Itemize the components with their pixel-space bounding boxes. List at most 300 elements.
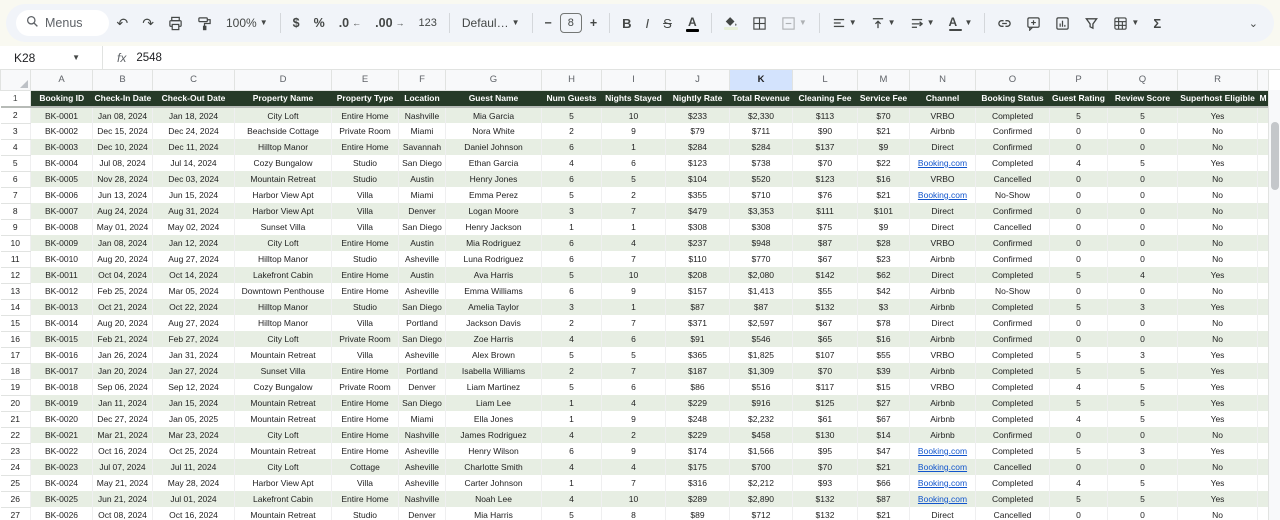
- header-cell-M[interactable]: Service Fee: [858, 90, 910, 107]
- cell-partial[interactable]: [1258, 427, 1269, 443]
- cell-N14[interactable]: Airbnb: [910, 299, 976, 315]
- cell-F18[interactable]: Portland: [399, 363, 446, 379]
- cell-D19[interactable]: Cozy Bungalow: [235, 379, 332, 395]
- header-cell-E[interactable]: Property Type: [332, 90, 399, 107]
- row-number-15[interactable]: 15: [1, 315, 31, 331]
- row-number-16[interactable]: 16: [1, 331, 31, 347]
- cell-D2[interactable]: City Loft: [235, 107, 332, 123]
- cell-E4[interactable]: Entire Home: [332, 139, 399, 155]
- cell-L11[interactable]: $67: [793, 251, 858, 267]
- cell-Q25[interactable]: 5: [1108, 475, 1178, 491]
- cell-M21[interactable]: $67: [858, 411, 910, 427]
- row-number-12[interactable]: 12: [1, 267, 31, 283]
- cell-B12[interactable]: Oct 04, 2024: [93, 267, 153, 283]
- cell-A24[interactable]: BK-0023: [31, 459, 93, 475]
- cell-B9[interactable]: May 01, 2024: [93, 219, 153, 235]
- cell-L15[interactable]: $67: [793, 315, 858, 331]
- cell-A17[interactable]: BK-0016: [31, 347, 93, 363]
- header-cell-partial[interactable]: M: [1258, 90, 1269, 107]
- cell-L21[interactable]: $61: [793, 411, 858, 427]
- cell-D23[interactable]: Mountain Retreat: [235, 443, 332, 459]
- cell-P18[interactable]: 5: [1050, 363, 1108, 379]
- cell-G20[interactable]: Liam Lee: [446, 395, 542, 411]
- cell-O3[interactable]: Confirmed: [976, 123, 1050, 139]
- cell-C18[interactable]: Jan 27, 2024: [153, 363, 235, 379]
- cell-D24[interactable]: City Loft: [235, 459, 332, 475]
- cell-I27[interactable]: 8: [602, 507, 666, 520]
- cell-E6[interactable]: Studio: [332, 171, 399, 187]
- cell-N22[interactable]: Airbnb: [910, 427, 976, 443]
- cell-Q5[interactable]: 5: [1108, 155, 1178, 171]
- cell-Q8[interactable]: 0: [1108, 203, 1178, 219]
- insert-link-button[interactable]: [991, 12, 1018, 35]
- text-wrap-button[interactable]: [904, 13, 941, 33]
- cell-B19[interactable]: Sep 06, 2024: [93, 379, 153, 395]
- cell-O4[interactable]: Confirmed: [976, 139, 1050, 155]
- cell-A21[interactable]: BK-0020: [31, 411, 93, 427]
- cell-A22[interactable]: BK-0021: [31, 427, 93, 443]
- cell-F23[interactable]: Asheville: [399, 443, 446, 459]
- cell-P26[interactable]: 5: [1050, 491, 1108, 507]
- cell-E8[interactable]: Villa: [332, 203, 399, 219]
- cell-P22[interactable]: 0: [1050, 427, 1108, 443]
- cell-B10[interactable]: Jan 08, 2024: [93, 235, 153, 251]
- cell-A16[interactable]: BK-0015: [31, 331, 93, 347]
- cell-B24[interactable]: Jul 07, 2024: [93, 459, 153, 475]
- cell-H5[interactable]: 4: [542, 155, 602, 171]
- cell-partial[interactable]: [1258, 155, 1269, 171]
- cell-A23[interactable]: BK-0022: [31, 443, 93, 459]
- cell-R18[interactable]: Yes: [1178, 363, 1258, 379]
- cell-M24[interactable]: $21: [858, 459, 910, 475]
- cell-H23[interactable]: 6: [542, 443, 602, 459]
- header-cell-C[interactable]: Check-Out Date: [153, 90, 235, 107]
- cell-partial[interactable]: [1258, 235, 1269, 251]
- row-number-24[interactable]: 24: [1, 459, 31, 475]
- cell-L5[interactable]: $70: [793, 155, 858, 171]
- cell-G21[interactable]: Ella Jones: [446, 411, 542, 427]
- cell-M14[interactable]: $3: [858, 299, 910, 315]
- cell-M5[interactable]: $22: [858, 155, 910, 171]
- cell-M7[interactable]: $21: [858, 187, 910, 203]
- cell-D13[interactable]: Downtown Penthouse: [235, 283, 332, 299]
- cell-E16[interactable]: Private Room: [332, 331, 399, 347]
- cell-F17[interactable]: Asheville: [399, 347, 446, 363]
- cell-Q13[interactable]: 0: [1108, 283, 1178, 299]
- header-cell-A[interactable]: Booking ID: [31, 90, 93, 107]
- cell-I4[interactable]: 1: [602, 139, 666, 155]
- cell-O7[interactable]: No-Show: [976, 187, 1050, 203]
- header-cell-F[interactable]: Location: [399, 90, 446, 107]
- cell-A20[interactable]: BK-0019: [31, 395, 93, 411]
- cell-K27[interactable]: $712: [730, 507, 793, 520]
- cell-F4[interactable]: Savannah: [399, 139, 446, 155]
- cell-P2[interactable]: 5: [1050, 107, 1108, 123]
- cell-J11[interactable]: $110: [666, 251, 730, 267]
- cell-Q14[interactable]: 3: [1108, 299, 1178, 315]
- cell-R9[interactable]: No: [1178, 219, 1258, 235]
- decrease-decimal-button[interactable]: [333, 12, 367, 34]
- cell-B15[interactable]: Aug 20, 2024: [93, 315, 153, 331]
- column-header-B[interactable]: B: [93, 70, 153, 90]
- cell-K15[interactable]: $2,597: [730, 315, 793, 331]
- cell-D10[interactable]: City Loft: [235, 235, 332, 251]
- cell-K4[interactable]: $284: [730, 139, 793, 155]
- cell-N12[interactable]: Direct: [910, 267, 976, 283]
- cell-J23[interactable]: $174: [666, 443, 730, 459]
- cell-partial[interactable]: [1258, 251, 1269, 267]
- header-cell-D[interactable]: Property Name: [235, 90, 332, 107]
- row-number-11[interactable]: 11: [1, 251, 31, 267]
- cell-I6[interactable]: 5: [602, 171, 666, 187]
- cell-K10[interactable]: $948: [730, 235, 793, 251]
- cell-L2[interactable]: $113: [793, 107, 858, 123]
- cell-L13[interactable]: $55: [793, 283, 858, 299]
- cell-E15[interactable]: Villa: [332, 315, 399, 331]
- cell-H3[interactable]: 2: [542, 123, 602, 139]
- cell-M11[interactable]: $23: [858, 251, 910, 267]
- cell-M16[interactable]: $16: [858, 331, 910, 347]
- cell-I2[interactable]: 10: [602, 107, 666, 123]
- cell-Q21[interactable]: 5: [1108, 411, 1178, 427]
- cell-Q19[interactable]: 5: [1108, 379, 1178, 395]
- header-cell-L[interactable]: Cleaning Fee: [793, 90, 858, 107]
- font-size-increase-button[interactable]: [584, 12, 603, 34]
- cell-K24[interactable]: $700: [730, 459, 793, 475]
- cell-A18[interactable]: BK-0017: [31, 363, 93, 379]
- cell-D17[interactable]: Mountain Retreat: [235, 347, 332, 363]
- cell-J17[interactable]: $365: [666, 347, 730, 363]
- cell-C10[interactable]: Jan 12, 2024: [153, 235, 235, 251]
- cell-I8[interactable]: 7: [602, 203, 666, 219]
- column-header-R[interactable]: R: [1178, 70, 1258, 90]
- channel-link[interactable]: Booking.com: [917, 478, 968, 488]
- borders-button[interactable]: [746, 12, 773, 35]
- cell-Q12[interactable]: 4: [1108, 267, 1178, 283]
- row-number-27[interactable]: 27: [1, 507, 31, 520]
- cell-P19[interactable]: 4: [1050, 379, 1108, 395]
- cell-D11[interactable]: Hilltop Manor: [235, 251, 332, 267]
- row-number-8[interactable]: 8: [1, 203, 31, 219]
- cell-D14[interactable]: Hilltop Manor: [235, 299, 332, 315]
- cell-F3[interactable]: Miami: [399, 123, 446, 139]
- cell-H11[interactable]: 6: [542, 251, 602, 267]
- cell-C11[interactable]: Aug 27, 2024: [153, 251, 235, 267]
- cell-G17[interactable]: Alex Brown: [446, 347, 542, 363]
- cell-P13[interactable]: 0: [1050, 283, 1108, 299]
- cell-L22[interactable]: $130: [793, 427, 858, 443]
- cell-H20[interactable]: 1: [542, 395, 602, 411]
- cell-R15[interactable]: No: [1178, 315, 1258, 331]
- cell-C17[interactable]: Jan 31, 2024: [153, 347, 235, 363]
- cell-R5[interactable]: Yes: [1178, 155, 1258, 171]
- cell-J21[interactable]: $248: [666, 411, 730, 427]
- cell-O13[interactable]: No-Show: [976, 283, 1050, 299]
- cell-C16[interactable]: Feb 27, 2024: [153, 331, 235, 347]
- cell-D6[interactable]: Mountain Retreat: [235, 171, 332, 187]
- cell-C2[interactable]: Jan 18, 2024: [153, 107, 235, 123]
- insert-comment-button[interactable]: [1020, 12, 1047, 35]
- cell-D26[interactable]: Lakefront Cabin: [235, 491, 332, 507]
- channel-link[interactable]: Booking.com: [917, 158, 968, 168]
- header-cell-H[interactable]: Num Guests: [542, 90, 602, 107]
- cell-B20[interactable]: Jan 11, 2024: [93, 395, 153, 411]
- vertical-scrollbar[interactable]: [1268, 90, 1280, 520]
- cell-partial[interactable]: [1258, 139, 1269, 155]
- cell-C15[interactable]: Aug 27, 2024: [153, 315, 235, 331]
- column-header-F[interactable]: F: [399, 70, 446, 90]
- cell-I26[interactable]: 10: [602, 491, 666, 507]
- cell-G15[interactable]: Jackson Davis: [446, 315, 542, 331]
- cell-B23[interactable]: Oct 16, 2024: [93, 443, 153, 459]
- cell-Q7[interactable]: 0: [1108, 187, 1178, 203]
- cell-R10[interactable]: No: [1178, 235, 1258, 251]
- cell-Q2[interactable]: 5: [1108, 107, 1178, 123]
- text-rotation-button[interactable]: [943, 11, 979, 35]
- cell-N19[interactable]: VRBO: [910, 379, 976, 395]
- cell-R19[interactable]: Yes: [1178, 379, 1258, 395]
- header-cell-N[interactable]: Channel: [910, 90, 976, 107]
- cell-O20[interactable]: Completed: [976, 395, 1050, 411]
- cell-P11[interactable]: 0: [1050, 251, 1108, 267]
- cell-M6[interactable]: $16: [858, 171, 910, 187]
- header-cell-K[interactable]: Total Revenue: [730, 90, 793, 107]
- paint-format-button[interactable]: [191, 12, 218, 35]
- cell-J6[interactable]: $104: [666, 171, 730, 187]
- cell-Q27[interactable]: 0: [1108, 507, 1178, 520]
- cell-O24[interactable]: Cancelled: [976, 459, 1050, 475]
- cell-A7[interactable]: BK-0006: [31, 187, 93, 203]
- select-all-corner[interactable]: [1, 70, 31, 90]
- cell-Q26[interactable]: 5: [1108, 491, 1178, 507]
- insert-chart-button[interactable]: [1049, 12, 1076, 35]
- cell-M20[interactable]: $27: [858, 395, 910, 411]
- cell-H8[interactable]: 3: [542, 203, 602, 219]
- cell-J14[interactable]: $87: [666, 299, 730, 315]
- cell-G6[interactable]: Henry Jones: [446, 171, 542, 187]
- row-number-5[interactable]: 5: [1, 155, 31, 171]
- cell-E10[interactable]: Entire Home: [332, 235, 399, 251]
- cell-C21[interactable]: Jan 05, 2025: [153, 411, 235, 427]
- cell-P7[interactable]: 0: [1050, 187, 1108, 203]
- cell-D8[interactable]: Harbor View Apt: [235, 203, 332, 219]
- cell-K14[interactable]: $87: [730, 299, 793, 315]
- cell-J10[interactable]: $237: [666, 235, 730, 251]
- cell-G9[interactable]: Henry Jackson: [446, 219, 542, 235]
- cell-Q10[interactable]: 0: [1108, 235, 1178, 251]
- cell-N2[interactable]: VRBO: [910, 107, 976, 123]
- cell-J15[interactable]: $371: [666, 315, 730, 331]
- cell-F2[interactable]: Nashville: [399, 107, 446, 123]
- row-number-1[interactable]: 1: [1, 90, 31, 107]
- cell-O12[interactable]: Completed: [976, 267, 1050, 283]
- row-number-20[interactable]: 20: [1, 395, 31, 411]
- cell-L19[interactable]: $117: [793, 379, 858, 395]
- cell-B7[interactable]: Jun 13, 2024: [93, 187, 153, 203]
- cell-Q17[interactable]: 3: [1108, 347, 1178, 363]
- cell-O5[interactable]: Completed: [976, 155, 1050, 171]
- cell-Q24[interactable]: 0: [1108, 459, 1178, 475]
- cell-R16[interactable]: No: [1178, 331, 1258, 347]
- table-views-button[interactable]: [1107, 12, 1145, 35]
- cell-partial[interactable]: [1258, 507, 1269, 520]
- cell-L23[interactable]: $95: [793, 443, 858, 459]
- cell-R8[interactable]: No: [1178, 203, 1258, 219]
- cell-F25[interactable]: Asheville: [399, 475, 446, 491]
- cell-C27[interactable]: Oct 16, 2024: [153, 507, 235, 520]
- cell-partial[interactable]: [1258, 187, 1269, 203]
- cell-R22[interactable]: No: [1178, 427, 1258, 443]
- cell-D4[interactable]: Hilltop Manor: [235, 139, 332, 155]
- cell-F14[interactable]: San Diego: [399, 299, 446, 315]
- cell-K12[interactable]: $2,080: [730, 267, 793, 283]
- cell-H9[interactable]: 1: [542, 219, 602, 235]
- cell-O16[interactable]: Confirmed: [976, 331, 1050, 347]
- column-header-O[interactable]: O: [976, 70, 1050, 90]
- cell-R26[interactable]: Yes: [1178, 491, 1258, 507]
- percent-button[interactable]: [308, 12, 331, 34]
- cell-D25[interactable]: Harbor View Apt: [235, 475, 332, 491]
- cell-P3[interactable]: 0: [1050, 123, 1108, 139]
- cell-C12[interactable]: Oct 14, 2024: [153, 267, 235, 283]
- cell-B25[interactable]: May 21, 2024: [93, 475, 153, 491]
- cell-E14[interactable]: Studio: [332, 299, 399, 315]
- cell-A10[interactable]: BK-0009: [31, 235, 93, 251]
- cell-G25[interactable]: Carter Johnson: [446, 475, 542, 491]
- cell-Q11[interactable]: 0: [1108, 251, 1178, 267]
- cell-C9[interactable]: May 02, 2024: [153, 219, 235, 235]
- cell-L4[interactable]: $137: [793, 139, 858, 155]
- cell-partial[interactable]: [1258, 203, 1269, 219]
- cell-partial[interactable]: [1258, 363, 1269, 379]
- cell-O8[interactable]: Confirmed: [976, 203, 1050, 219]
- cell-I7[interactable]: 2: [602, 187, 666, 203]
- cell-L20[interactable]: $125: [793, 395, 858, 411]
- cell-R12[interactable]: Yes: [1178, 267, 1258, 283]
- cell-H18[interactable]: 2: [542, 363, 602, 379]
- cell-O18[interactable]: Completed: [976, 363, 1050, 379]
- cell-P27[interactable]: 0: [1050, 507, 1108, 520]
- row-number-9[interactable]: 9: [1, 219, 31, 235]
- cell-Q3[interactable]: 0: [1108, 123, 1178, 139]
- row-number-6[interactable]: 6: [1, 171, 31, 187]
- cell-G3[interactable]: Nora White: [446, 123, 542, 139]
- cell-N25[interactable]: [910, 475, 976, 491]
- cell-I17[interactable]: 5: [602, 347, 666, 363]
- row-number-3[interactable]: 3: [1, 123, 31, 139]
- formula-input[interactable]: 2548: [136, 51, 162, 64]
- header-cell-P[interactable]: Guest Rating: [1050, 90, 1108, 107]
- cell-F15[interactable]: Portland: [399, 315, 446, 331]
- cell-N4[interactable]: Direct: [910, 139, 976, 155]
- cell-A8[interactable]: BK-0007: [31, 203, 93, 219]
- zoom-button[interactable]: [220, 12, 274, 34]
- cell-N20[interactable]: Airbnb: [910, 395, 976, 411]
- cell-I21[interactable]: 9: [602, 411, 666, 427]
- cell-I23[interactable]: 9: [602, 443, 666, 459]
- cell-A13[interactable]: BK-0012: [31, 283, 93, 299]
- cell-B2[interactable]: Jan 08, 2024: [93, 107, 153, 123]
- cell-M3[interactable]: $21: [858, 123, 910, 139]
- cell-B5[interactable]: Jul 08, 2024: [93, 155, 153, 171]
- cell-A15[interactable]: BK-0014: [31, 315, 93, 331]
- cell-K3[interactable]: $711: [730, 123, 793, 139]
- cell-A3[interactable]: BK-0002: [31, 123, 93, 139]
- cell-L25[interactable]: $93: [793, 475, 858, 491]
- cell-partial[interactable]: [1258, 443, 1269, 459]
- cell-F12[interactable]: Austin: [399, 267, 446, 283]
- cell-G12[interactable]: Ava Harris: [446, 267, 542, 283]
- column-header-D[interactable]: D: [235, 70, 332, 90]
- print-button[interactable]: [162, 12, 189, 35]
- cell-E25[interactable]: Villa: [332, 475, 399, 491]
- create-filter-button[interactable]: [1078, 12, 1105, 35]
- column-header-C[interactable]: C: [153, 70, 235, 90]
- cell-E11[interactable]: Studio: [332, 251, 399, 267]
- cell-A12[interactable]: BK-0011: [31, 267, 93, 283]
- cell-P5[interactable]: 4: [1050, 155, 1108, 171]
- cell-R13[interactable]: No: [1178, 283, 1258, 299]
- cell-R11[interactable]: No: [1178, 251, 1258, 267]
- cell-P9[interactable]: 0: [1050, 219, 1108, 235]
- cell-B6[interactable]: Nov 28, 2024: [93, 171, 153, 187]
- cell-N17[interactable]: VRBO: [910, 347, 976, 363]
- cell-R20[interactable]: Yes: [1178, 395, 1258, 411]
- name-box[interactable]: [0, 46, 88, 69]
- cell-C26[interactable]: Jul 01, 2024: [153, 491, 235, 507]
- cell-M23[interactable]: $47: [858, 443, 910, 459]
- cell-N16[interactable]: Airbnb: [910, 331, 976, 347]
- cell-M10[interactable]: $28: [858, 235, 910, 251]
- cell-G11[interactable]: Luna Rodriguez: [446, 251, 542, 267]
- cell-A14[interactable]: BK-0013: [31, 299, 93, 315]
- cell-J9[interactable]: $308: [666, 219, 730, 235]
- cell-H2[interactable]: 5: [542, 107, 602, 123]
- cell-N24[interactable]: [910, 459, 976, 475]
- cell-A26[interactable]: BK-0025: [31, 491, 93, 507]
- text-color-button[interactable]: [680, 11, 705, 36]
- cell-I13[interactable]: 9: [602, 283, 666, 299]
- cell-L3[interactable]: $90: [793, 123, 858, 139]
- header-cell-J[interactable]: Nightly Rate: [666, 90, 730, 107]
- channel-link[interactable]: Booking.com: [917, 494, 968, 504]
- cell-F13[interactable]: Asheville: [399, 283, 446, 299]
- cell-J3[interactable]: $79: [666, 123, 730, 139]
- cell-M27[interactable]: $21: [858, 507, 910, 520]
- font-size-input[interactable]: [560, 13, 582, 33]
- cell-D21[interactable]: Mountain Retreat: [235, 411, 332, 427]
- column-header-L[interactable]: L: [793, 70, 858, 90]
- cell-B11[interactable]: Aug 20, 2024: [93, 251, 153, 267]
- cell-partial[interactable]: [1258, 315, 1269, 331]
- cell-C24[interactable]: Jul 11, 2024: [153, 459, 235, 475]
- cell-H16[interactable]: 4: [542, 331, 602, 347]
- cell-H25[interactable]: 1: [542, 475, 602, 491]
- fill-color-button[interactable]: [718, 12, 744, 34]
- cell-M17[interactable]: $55: [858, 347, 910, 363]
- cell-H24[interactable]: 4: [542, 459, 602, 475]
- cell-D5[interactable]: Cozy Bungalow: [235, 155, 332, 171]
- cell-Q20[interactable]: 5: [1108, 395, 1178, 411]
- cell-G5[interactable]: Ethan Garcia: [446, 155, 542, 171]
- cell-N18[interactable]: Airbnb: [910, 363, 976, 379]
- cell-Q9[interactable]: 0: [1108, 219, 1178, 235]
- cell-N6[interactable]: VRBO: [910, 171, 976, 187]
- cell-E22[interactable]: Entire Home: [332, 427, 399, 443]
- cell-R27[interactable]: No: [1178, 507, 1258, 520]
- cell-E2[interactable]: Entire Home: [332, 107, 399, 123]
- undo-button[interactable]: [111, 11, 135, 36]
